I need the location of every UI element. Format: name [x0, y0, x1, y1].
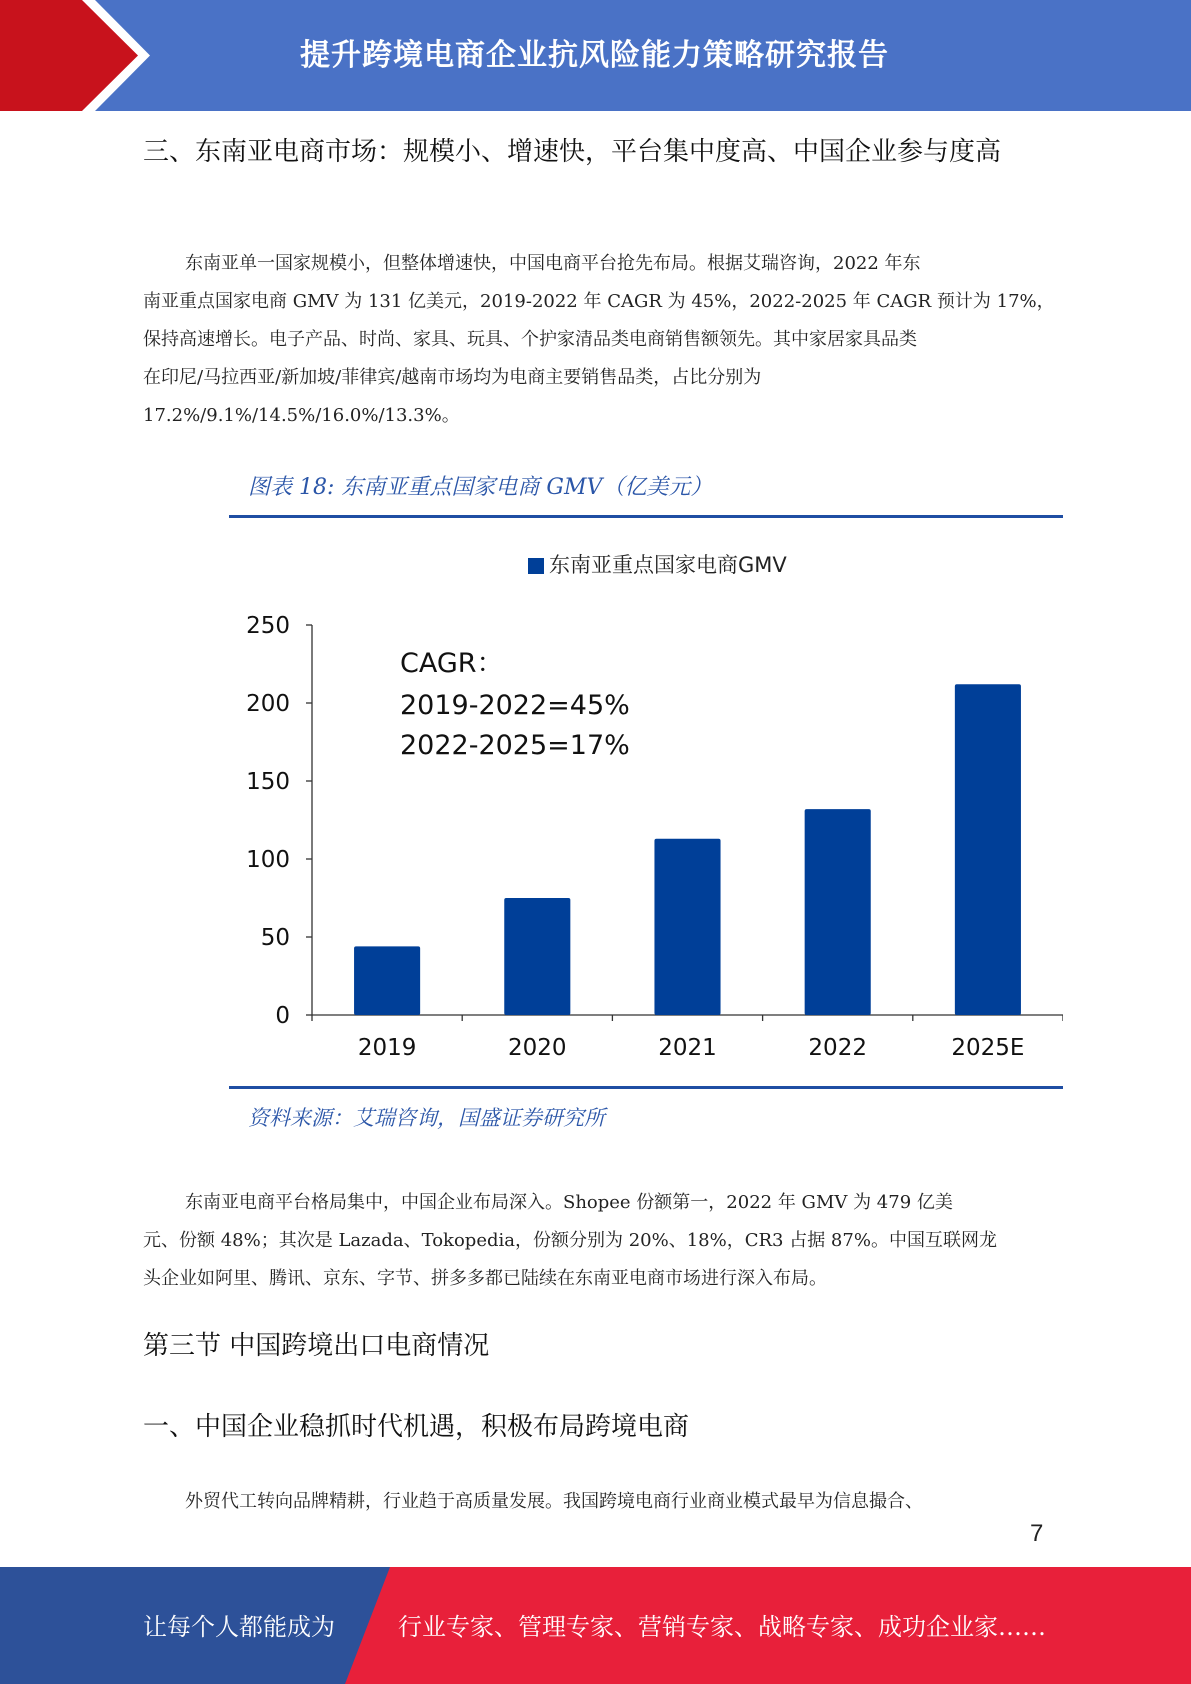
bar-2020 — [504, 898, 570, 1015]
bar-2019 — [354, 946, 420, 1015]
report-title: 提升跨境电商企业抗风险能力策略研究报告 — [300, 38, 889, 73]
figure-source: 资料来源：艾瑞咨询，国盛证券研究所 — [248, 1106, 605, 1130]
x-tick-label: 2025E — [951, 1035, 1025, 1061]
x-tick-label: 2020 — [508, 1035, 567, 1061]
cagr-annotation-line: 2019-2022=45% — [400, 690, 630, 721]
x-tick-label: 2019 — [357, 1035, 417, 1061]
footer-slogan-right: 行业专家、管理专家、营销专家、战略专家、成功企业家…… — [398, 1613, 1046, 1641]
section-heading-chapter-three: 第三节 中国跨境出口电商情况 — [143, 1331, 490, 1361]
cagr-annotation-title: CAGR： — [400, 648, 504, 679]
y-tick-label: 100 — [246, 847, 290, 873]
paragraph-line: 保持高速增长。电子产品、时尚、家具、玩具、个护家清品类电商销售额领先。其中家居家具品类 — [143, 329, 917, 350]
y-tick-label: 200 — [246, 691, 290, 717]
figure-bottom-rule — [229, 1086, 1063, 1089]
paragraph-line: 在印尼/马拉西亚/新加坡/菲律宾/越南市场均为电商主要销售品类，占比分别为 — [143, 367, 762, 388]
bar-2021 — [654, 839, 720, 1015]
paragraph-brand-upgrade — [143, 1483, 1048, 1521]
paragraph-line: 头企业如阿里、腾讯、京东、字节、拼多多都已陆续在东南亚电商市场进行深入布局。 — [143, 1268, 827, 1289]
legend-label: 东南亚重点国家电商GMV — [549, 553, 787, 577]
y-tick-label: 150 — [246, 769, 290, 795]
page-number: 7 — [1030, 1520, 1044, 1547]
paragraph-line: 南亚重点国家电商 GMV 为 131 亿美元，2019-2022 年 CAGR 为 45%，2022-2025 年 CAGR 预计为 17%， — [143, 291, 1055, 312]
page-footer-banner — [0, 1567, 1191, 1684]
y-tick-label: 50 — [260, 925, 290, 951]
cagr-annotation-line: 2022-2025=17% — [400, 730, 630, 761]
section-heading-southeast-asia: 三、东南亚电商市场：规模小、增速快，平台集中度高、中国企业参与度高 — [143, 137, 1002, 167]
paragraph-line: 外贸代工转向品牌精耕，行业趋于高质量发展。我国跨境电商行业商业模式最早为信息撮合、 — [185, 1491, 923, 1512]
figure-top-rule — [229, 515, 1063, 518]
figure-caption: 图表 18: 东南亚重点国家电商 GMV（亿美元） — [248, 475, 713, 500]
report-header-banner — [0, 0, 1191, 111]
legend-swatch — [528, 558, 544, 574]
footer-slogan-left: 让每个人都能成为 — [143, 1613, 335, 1641]
y-tick-label: 250 — [246, 613, 290, 639]
x-tick-label: 2022 — [808, 1035, 867, 1061]
gmv-bar-chart — [229, 530, 1063, 1075]
paragraph-line: 17.2%/9.1%/14.5%/16.0%/13.3%。 — [143, 405, 460, 426]
bar-2022 — [805, 809, 871, 1015]
section-heading-opportunity: 一、中国企业稳抓时代机遇，积极布局跨境电商 — [143, 1412, 690, 1442]
paragraph-southeast-asia-market — [143, 245, 1055, 435]
y-tick-label: 0 — [275, 1003, 290, 1029]
paragraph-platform-landscape — [143, 1184, 1048, 1298]
chart-svg — [229, 530, 1063, 1075]
paragraph-line: 东南亚单一国家规模小，但整体增速快，中国电商平台抢先布局。根据艾瑞咨询，2022 年东 — [185, 253, 921, 274]
x-tick-label: 2021 — [658, 1035, 717, 1061]
bar-2025E — [955, 684, 1021, 1015]
paragraph-line: 东南亚电商平台格局集中，中国企业布局深入。Shopee 份额第一，2022 年 GMV 为 479 亿美 — [185, 1192, 953, 1213]
header-red-chevron-icon — [0, 0, 138, 111]
paragraph-line: 元、份额 48%；其次是 Lazada、Tokopedia，份额分别为 20%、18%，CR3 占据 87%。中国互联网龙 — [143, 1230, 997, 1251]
